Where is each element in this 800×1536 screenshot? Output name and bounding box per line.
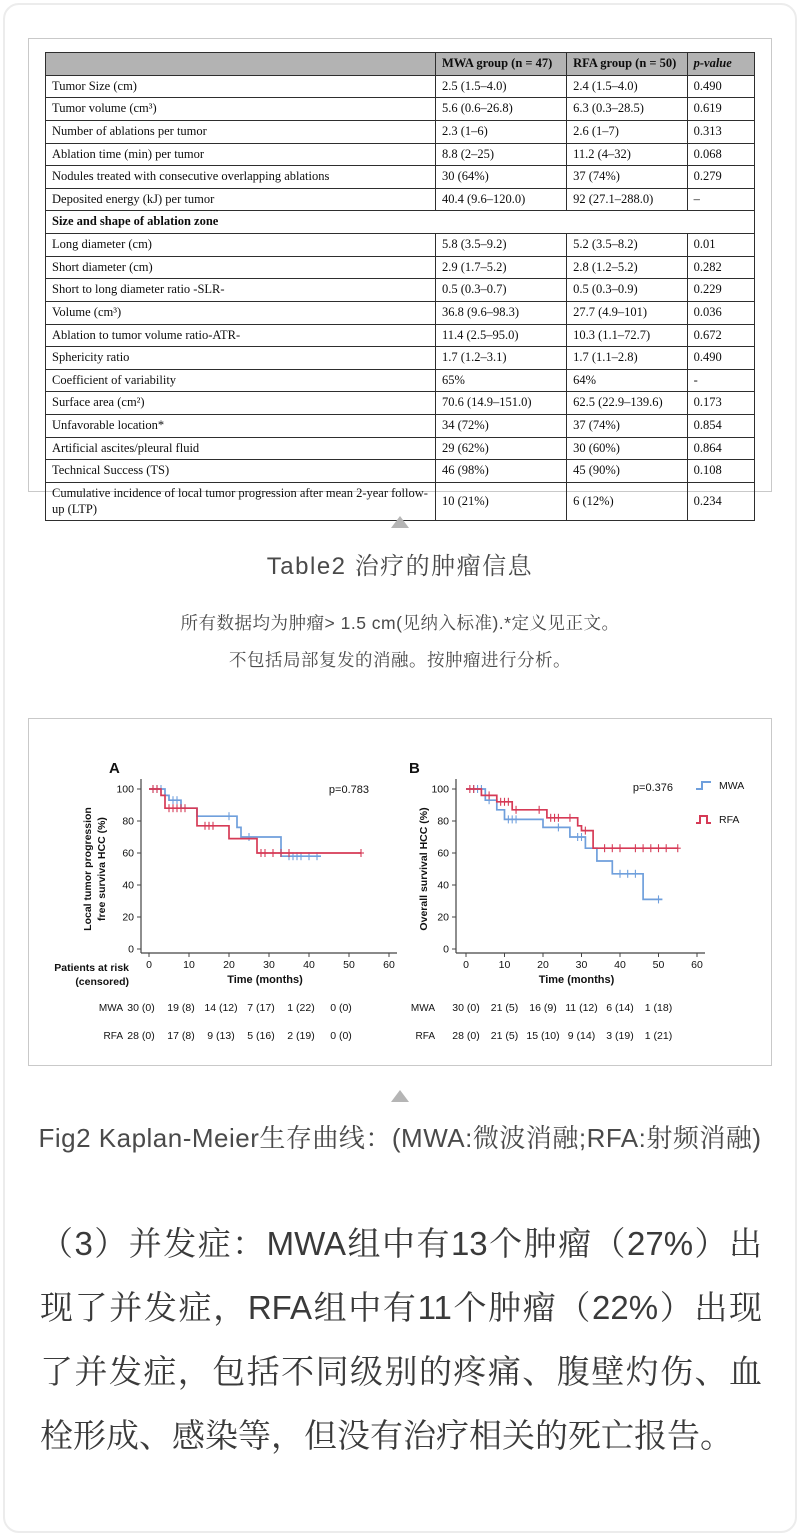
table2-note-line1: 所有数据均为肿瘤> 1.5 cm(见纳入标准).*定义见正文。 [180, 613, 620, 633]
y-tick-label: 100 [431, 783, 449, 796]
table2-mwa-value: 2.5 (1.5–4.0) [435, 75, 566, 98]
table2-caption: Table2 治疗的肿瘤信息 [266, 553, 534, 580]
km-panels [29, 719, 771, 1061]
risk-value: 11 (12) [565, 1002, 598, 1014]
table2-row [46, 234, 755, 257]
table2-row [46, 75, 755, 98]
table2-row [46, 392, 755, 415]
table2-header-mwa: MWA group (n = 47) [435, 53, 566, 76]
table2-p-value: 0.282 [687, 256, 754, 279]
table2-row [46, 256, 755, 279]
table2-p-value: 0.279 [687, 166, 754, 189]
table2-row-label: Tumor volume (cm³) [46, 98, 436, 121]
table2-rfa-value: 1.7 (1.1–2.8) [567, 347, 688, 370]
table2-p-value: 0.01 [687, 234, 754, 257]
x-tick-label: 30 [263, 959, 275, 971]
table2-row-label: Short diameter (cm) [46, 256, 436, 279]
table2-frame [28, 38, 772, 516]
table2-rfa-value: 0.5 (0.3–0.9) [567, 279, 688, 302]
table2-p-value: 0.490 [687, 347, 754, 370]
table2-row-label: Surface area (cm²) [46, 392, 436, 415]
risk-value: 28 (0) [127, 1030, 155, 1042]
risk-value: 9 (13) [207, 1030, 235, 1042]
table2-row-label: Number of ablations per tumor [46, 120, 436, 143]
table2-rfa-value: 92 (27.1–288.0) [567, 188, 688, 211]
table2-rfa-value: 64% [567, 369, 688, 392]
table2-p-value: 0.619 [687, 98, 754, 121]
collapse-triangle-icon[interactable] [391, 1090, 409, 1102]
patients-at-risk-label: Patients at risk [54, 962, 129, 974]
table2-row-label: Deposited energy (kJ) per tumor [46, 188, 436, 211]
risk-row-name: RFA [103, 1031, 123, 1042]
table2-rfa-value: 37 (74%) [567, 166, 688, 189]
complications-paragraph: （3）并发症：MWA组中有13个肿瘤（27%）出现了并发症，RFA组中有11个肿瘤（22%）出现了并发症，包括不同级别的疼痛、腹壁灼伤、血栓形成、感染等，但没有治疗相关的死亡报告。 [40, 1225, 762, 1454]
table2-p-value: 0.173 [687, 392, 754, 415]
table2-row-label: Artificial ascites/pleural fluid [46, 437, 436, 460]
table2-header-rfa: RFA group (n = 50) [567, 53, 688, 76]
table2-row-label: Long diameter (cm) [46, 234, 436, 257]
km-curve-rfa [466, 789, 678, 848]
table2-mwa-value: 5.8 (3.5–9.2) [435, 234, 566, 257]
table2-row-label: Volume (cm³) [46, 301, 436, 324]
table2-rfa-value: 11.2 (4–32) [567, 143, 688, 166]
table2-row [46, 347, 755, 370]
table2-row [46, 279, 755, 302]
table2-mwa-value: 11.4 (2.5–95.0) [435, 324, 566, 347]
risk-value: 5 (16) [247, 1030, 275, 1042]
table2-rfa-value: 30 (60%) [567, 437, 688, 460]
risk-value: 1 (18) [644, 1002, 673, 1014]
table2-row [46, 369, 755, 392]
x-tick-label: 0 [146, 959, 152, 971]
y-tick-label: 60 [122, 847, 134, 860]
km-curve-mwa [149, 789, 321, 856]
table2-row [46, 98, 755, 121]
y-tick-label: 60 [437, 847, 449, 860]
table2-rfa-value: 2.6 (1–7) [567, 120, 688, 143]
y-tick-label: 40 [437, 879, 449, 892]
y-tick-label: 20 [437, 911, 449, 924]
table2-row [46, 482, 755, 520]
figure2-frame [28, 718, 772, 1066]
table2-p-value: 0.864 [687, 437, 754, 460]
x-axis-title: Time (months) [538, 974, 615, 986]
table2-mwa-value: 34 (72%) [435, 415, 566, 438]
table2-row [46, 120, 755, 143]
risk-value: 14 (12) [204, 1002, 238, 1014]
table2-p-value: - [687, 369, 754, 392]
risk-value: 7 (17) [247, 1002, 275, 1014]
table2-p-value: 0.036 [687, 301, 754, 324]
p-value-annotation: p=0.376 [632, 782, 673, 794]
table2-rfa-value: 5.2 (3.5–8.2) [567, 234, 688, 257]
table2-row-label: Nodules treated with consecutive overlapping ablations [46, 166, 436, 189]
x-tick-label: 50 [652, 959, 665, 971]
table2-p-value: 0.672 [687, 324, 754, 347]
table2-p-value: 0.854 [687, 415, 754, 438]
table2-row-label: Ablation time (min) per tumor [46, 143, 436, 166]
risk-value: 0 (0) [330, 1002, 352, 1014]
table2-row-label: Ablation to tumor volume ratio-ATR- [46, 324, 436, 347]
table2-rfa-value: 2.8 (1.2–5.2) [567, 256, 688, 279]
table2-mwa-value: 1.7 (1.2–3.1) [435, 347, 566, 370]
x-tick-label: 10 [498, 959, 511, 971]
risk-value: 2 (19) [287, 1030, 315, 1042]
x-tick-label: 60 [383, 959, 395, 971]
table2-mwa-value: 5.6 (0.6–26.8) [435, 98, 566, 121]
risk-value: 0 (0) [330, 1030, 352, 1042]
table2-p-value: 0.068 [687, 143, 754, 166]
y-tick-label: 40 [122, 879, 134, 892]
table2-row [46, 166, 755, 189]
x-tick-label: 50 [343, 959, 355, 971]
table2-rfa-value: 6.3 (0.3–28.5) [567, 98, 688, 121]
risk-value: 1 (22) [287, 1002, 315, 1014]
risk-value: 28 (0) [452, 1030, 480, 1042]
y-tick-label: 20 [122, 911, 134, 924]
table2-mwa-value: 2.9 (1.7–5.2) [435, 256, 566, 279]
risk-value: 6 (14) [606, 1002, 634, 1014]
risk-value: 1 (21) [644, 1030, 673, 1042]
legend-label: MWA [719, 780, 745, 792]
table2-row-label: Cumulative incidence of local tumor progression after mean 2-year follow-up (LTP) [46, 482, 436, 520]
risk-value: 30 (0) [452, 1002, 480, 1014]
table2-note-line2: 不包括局部复发的消融。按肿瘤进行分析。 [229, 650, 571, 670]
table2-p-value: 0.490 [687, 75, 754, 98]
risk-value: 9 (14) [567, 1030, 596, 1042]
risk-row-name: MWA [98, 1003, 123, 1014]
y-tick-label: 80 [122, 815, 134, 828]
km-chart-a [29, 719, 401, 1055]
table2-row [46, 415, 755, 438]
table2-row-label: Sphericity ratio [46, 347, 436, 370]
y-axis-title: free surviva HCC (%) [96, 817, 108, 921]
y-tick-label: 100 [116, 783, 134, 796]
y-axis-title: Overall survival HCC (%) [418, 807, 430, 931]
table2-mwa-value: 29 (62%) [435, 437, 566, 460]
risk-value: 30 (0) [127, 1002, 155, 1014]
x-tick-label: 0 [463, 959, 469, 971]
table2-mwa-value: 65% [435, 369, 566, 392]
table2-row [46, 301, 755, 324]
table2-mwa-value: 70.6 (14.9–151.0) [435, 392, 566, 415]
table2-p-value: 0.234 [687, 482, 754, 520]
km-curve-mwa [466, 789, 662, 899]
p-value-annotation: p=0.783 [328, 784, 369, 796]
table2-header-pvalue: p-value [687, 53, 754, 76]
table2-rfa-value: 62.5 (22.9–139.6) [567, 392, 688, 415]
table2-p-value: 0.108 [687, 460, 754, 483]
table2-mwa-value: 10 (21%) [435, 482, 566, 520]
table2-mwa-value: 0.5 (0.3–0.7) [435, 279, 566, 302]
legend-label: RFA [719, 814, 740, 826]
table2-header-row [46, 53, 755, 76]
risk-row-name: RFA [415, 1031, 435, 1042]
table2-row [46, 437, 755, 460]
table2-row-label: Tumor Size (cm) [46, 75, 436, 98]
km-chart-b [401, 719, 773, 1055]
table2-mwa-value: 36.8 (9.6–98.3) [435, 301, 566, 324]
x-tick-label: 10 [183, 959, 195, 971]
x-tick-label: 40 [614, 959, 626, 971]
table2-row-label: Short to long diameter ratio -SLR- [46, 279, 436, 302]
table2-mwa-value: 8.8 (2–25) [435, 143, 566, 166]
x-tick-label: 20 [537, 959, 549, 971]
x-tick-label: 60 [691, 959, 703, 971]
km-panel-a [29, 719, 401, 1061]
y-tick-label: 80 [437, 815, 449, 828]
risk-value: 21 (5) [490, 1002, 519, 1014]
risk-value: 3 (19) [606, 1030, 634, 1042]
table2-mwa-value: 46 (98%) [435, 460, 566, 483]
table2 [45, 52, 755, 521]
table2-rfa-value: 10.3 (1.1–72.7) [567, 324, 688, 347]
x-tick-label: 30 [575, 959, 588, 971]
y-tick-label: 0 [443, 943, 449, 956]
x-axis-title: Time (months) [227, 974, 303, 986]
table2-rfa-value: 6 (12%) [567, 482, 688, 520]
table2-row [46, 143, 755, 166]
legend-rfa-step-icon [696, 816, 711, 823]
table2-row [46, 324, 755, 347]
table2-p-value: 0.229 [687, 279, 754, 302]
panel-letter: A [109, 760, 120, 777]
table2-section-label: Size and shape of ablation zone [46, 211, 755, 234]
risk-value: 16 (9) [529, 1002, 557, 1014]
table2-row-label: Coefficient of variability [46, 369, 436, 392]
risk-value: 17 (8) [167, 1030, 195, 1042]
figure2-caption: Fig2 Kaplan-Meier生存曲线：(MWA:微波消融;RFA:射频消融) [38, 1123, 762, 1153]
table2-row-label: Technical Success (TS) [46, 460, 436, 483]
table2-rfa-value: 27.7 (4.9–101) [567, 301, 688, 324]
legend-mwa-step-icon [696, 782, 711, 789]
risk-row-name: MWA [410, 1003, 435, 1014]
table2-p-value: – [687, 188, 754, 211]
table2-row-label: Unfavorable location* [46, 415, 436, 438]
km-curve-rfa [149, 789, 361, 853]
table2-mwa-value: 2.3 (1–6) [435, 120, 566, 143]
table2-row [46, 460, 755, 483]
risk-value: 21 (5) [490, 1030, 519, 1042]
patients-at-risk-label: (censored) [75, 976, 129, 988]
table2-rfa-value: 37 (74%) [567, 415, 688, 438]
panel-letter: B [409, 760, 420, 777]
y-axis-title: Local tumor progression [82, 807, 94, 931]
x-tick-label: 20 [223, 959, 235, 971]
km-panel-b [401, 719, 773, 1061]
table2-header-empty [46, 53, 436, 76]
table2-rfa-value: 45 (90%) [567, 460, 688, 483]
table2-row [46, 188, 755, 211]
table2-mwa-value: 40.4 (9.6–120.0) [435, 188, 566, 211]
table2-mwa-value: 30 (64%) [435, 166, 566, 189]
y-tick-label: 0 [128, 943, 134, 956]
x-tick-label: 40 [303, 959, 315, 971]
collapse-triangle-icon[interactable] [391, 516, 409, 528]
risk-value: 15 (10) [526, 1030, 560, 1042]
table2-section-row [46, 211, 755, 234]
table2-rfa-value: 2.4 (1.5–4.0) [567, 75, 688, 98]
risk-value: 19 (8) [167, 1002, 195, 1014]
table2-p-value: 0.313 [687, 120, 754, 143]
